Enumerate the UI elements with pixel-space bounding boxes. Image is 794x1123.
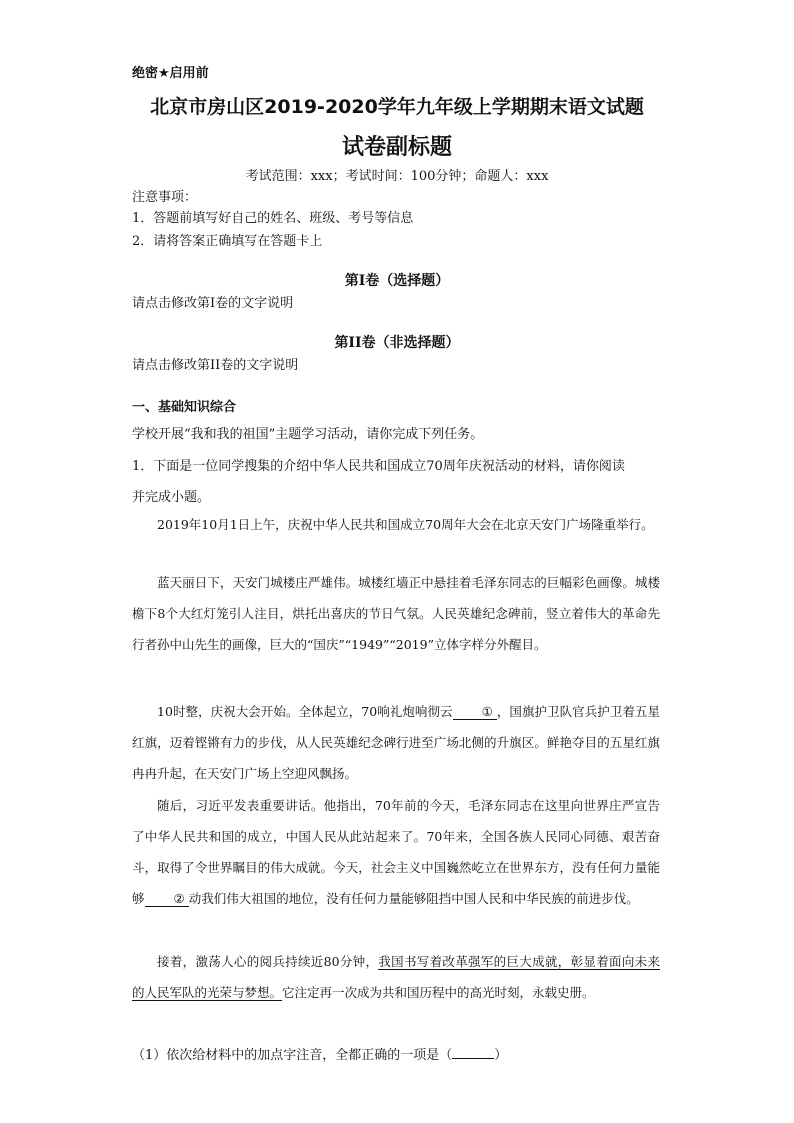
passage-text: 动我们伟大祖国的地位，没有任何力量能够阻挡中国人民和中华民族的前进步伐。 [188,891,639,906]
exam-info: 考试范围：xxx；考试时间：100分钟；命题人：xxx [245,169,549,184]
volume-description[interactable]: 请点击修改第II卷的文字说明 [132,358,299,373]
sub-question-close: ） [494,1048,508,1063]
fill-blank-1[interactable]: ① [453,705,497,720]
question-stem: 1．下面是一位同学搜集的介绍中华人民共和国成立70周年庆祝活动的材料，请你阅读 [132,459,625,474]
secret-label: 绝密★启用前 [132,66,209,81]
passage-paragraph [132,790,660,914]
passage-text: ，国旗护卫队官兵护卫着五星红旗，迈着铿锵有力的步伐，从人民英雄纪念碑行进至广场北侧的升旗区。鲜艳夺目的五星红旗冉冉升起，在天安门广场上空迎风飘扬。 [132,704,660,781]
passage-text: 接着，激荡人心的阅兵持续近80分钟， [157,954,379,969]
notes-heading: 注意事项： [132,190,198,205]
volume-description[interactable]: 请点击修改第I卷的文字说明 [132,296,294,311]
section-heading: 一、基础知识综合 [132,400,237,415]
passage-paragraph [132,567,660,660]
answer-blank[interactable] [452,1046,494,1059]
note-item: 2．请将答案正确填写在答题卡上 [132,234,323,249]
passage-text: 蓝天丽日下，天安门城楼庄严雄伟。城楼红墙正中悬挂着毛泽东同志的巨幅彩色画像。城楼檐下8个大红灯笼引人注目，烘托出喜庆的节日气氛。人民英雄纪念碑前，竖立着伟大的革命先行者孙中山先生的画像，巨大的“国庆”“1949”“2019”立体字样分外醒目。 [132,575,660,652]
question-stem: 并完成小题。 [132,490,211,505]
passage-text: 10时整，庆祝大会开始。全体起立，70响礼炮响彻云 [157,704,453,719]
passage-text: 2019年10月1日上午，庆祝中华人民共和国成立70周年大会在北京天安门广场隆重举行。 [157,517,654,532]
section-intro: 学校开展“我和我的祖国”主题学习活动，请你完成下列任务。 [132,427,484,442]
volume-title: 第I卷（选择题） [344,273,450,289]
page-title: 北京市房山区2019-2020学年九年级上学期期末语文试题 [150,96,644,118]
fill-blank-2[interactable]: ② [145,892,189,907]
passage-text: 随后，习近平发表重要讲话。他指出，70年前的今天，毛泽东同志在这里向世界庄严宣告了中华人民共和国的成立，中国人民从此站起来了。70年来，全国各族人民同心同德、艰苦奋斗，取得了令世界瞩目的伟大成就。今天，社会主义中国巍然屹立在世界东方，没有任何力量能够 [132,798,660,906]
volume-title: 第II卷（非选择题） [334,335,460,351]
underlined-sentence: 我国书写着改革强军的巨大成就，彰显着面向未来的人民军队的光荣与梦想。 [132,954,660,1000]
passage-paragraph [132,696,660,789]
sub-question [132,1044,507,1063]
page-subtitle: 试卷副标题 [341,135,452,160]
passage-text: 它注定再一次成为共和国历程中的高光时刻，永载史册。 [282,985,595,1000]
note-item: 1．答题前填写好自己的姓名、班级、考号等信息 [132,211,414,226]
passage-paragraph [132,946,660,1008]
sub-question-text: （1）依次给材料中的加点字注音，全都正确的一项是（ [132,1048,453,1063]
passage-paragraph [132,509,660,540]
